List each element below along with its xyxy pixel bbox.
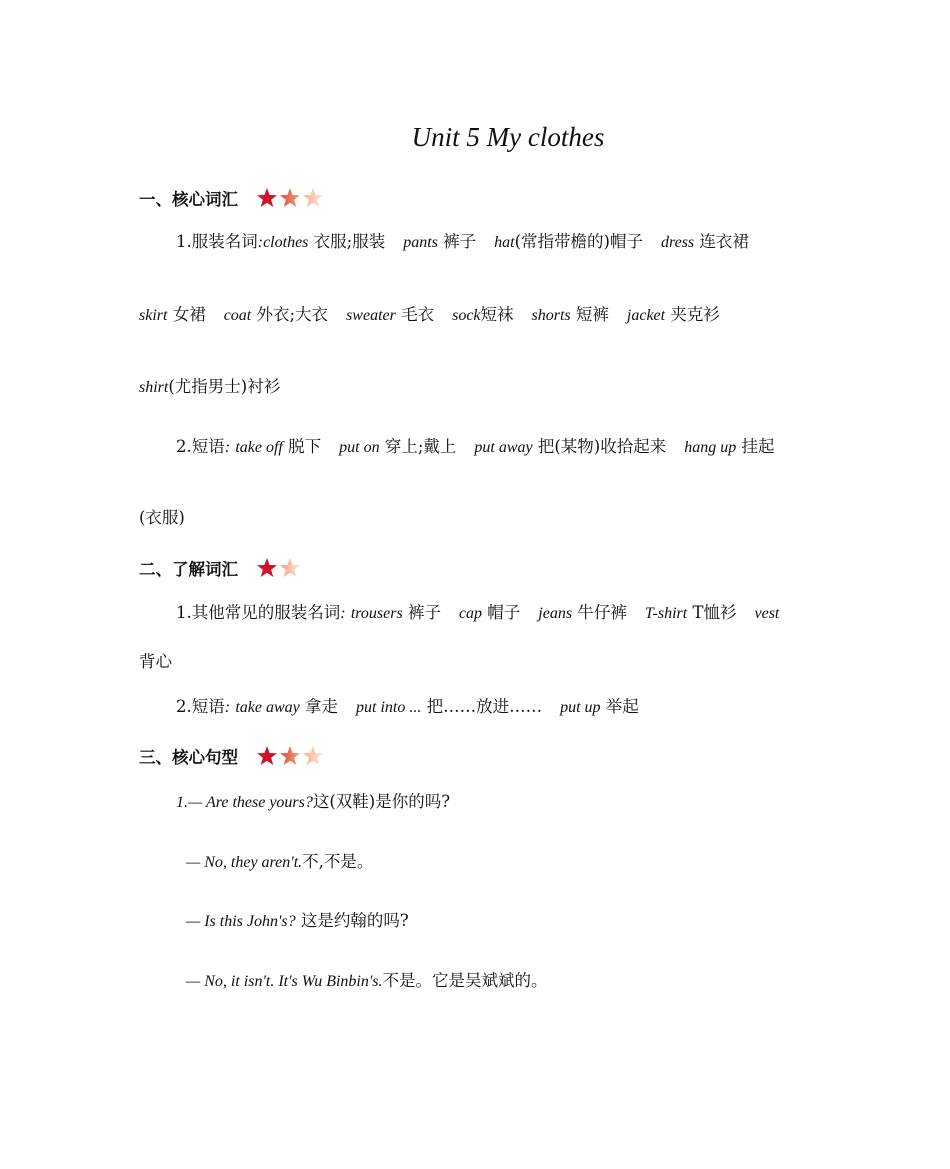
section-title: 一、核心词汇 — [139, 190, 238, 209]
star-icon — [302, 187, 324, 208]
star-icon — [256, 745, 278, 766]
vocab-line: shirt(尤指男士)衬衫 — [139, 377, 281, 396]
rating-stars-2 — [256, 557, 302, 585]
rating-stars-3 — [256, 745, 325, 773]
vocab-line: 1.其他常见的服装名词: trousers 裤子 cap 帽子 jeans 牛仔裤 T-shirt T恤衫 vest — [176, 603, 780, 622]
page-title: Unit 5 My clothes — [411, 122, 605, 152]
vocab-line: 1.服装名词:clothes 衣服;服装 pants 裤子 hat(常指带檐的)帽子 dress 连衣裙 — [176, 232, 749, 251]
dialogue-line: — No, it isn't. It's Wu Binbin's.不是。它是吴斌斌的。 — [186, 971, 548, 990]
section-heading-sentences: 三、核心句型 — [139, 745, 325, 773]
star-icon — [279, 557, 301, 578]
section-heading-core-vocab — [139, 187, 325, 215]
star-icon — [279, 745, 301, 766]
dialogue-line: — Is this John's? 这是约翰的吗? — [186, 911, 409, 930]
star-icon — [256, 187, 278, 208]
vocab-line: skirt 女裙 coat 外衣;大衣 sweater 毛衣 sock短袜 shorts 短裤 jacket 夹克衫 — [139, 305, 720, 324]
dialogue-line: 1.— Are these yours?这(双鞋)是你的吗? — [176, 792, 451, 811]
phrase-line: (衣服) — [139, 508, 185, 527]
star-icon — [302, 745, 324, 766]
phrase-line: 2.短语: take away 拿走 put into ... 把……放进…… put up 举起 — [176, 697, 639, 716]
star-icon — [256, 557, 278, 578]
rating-stars-3 — [256, 187, 325, 215]
dialogue-line: — No, they aren't.不,不是。 — [186, 852, 374, 871]
section-heading-extra-vocab: 二、了解词汇 — [139, 557, 302, 585]
vocab-line: 背心 — [139, 652, 172, 671]
phrase-line: 2.短语: take off 脱下 put on 穿上;戴上 put away 把(某物)收拾起来 hang up 挂起 — [176, 437, 775, 456]
star-icon — [279, 187, 301, 208]
